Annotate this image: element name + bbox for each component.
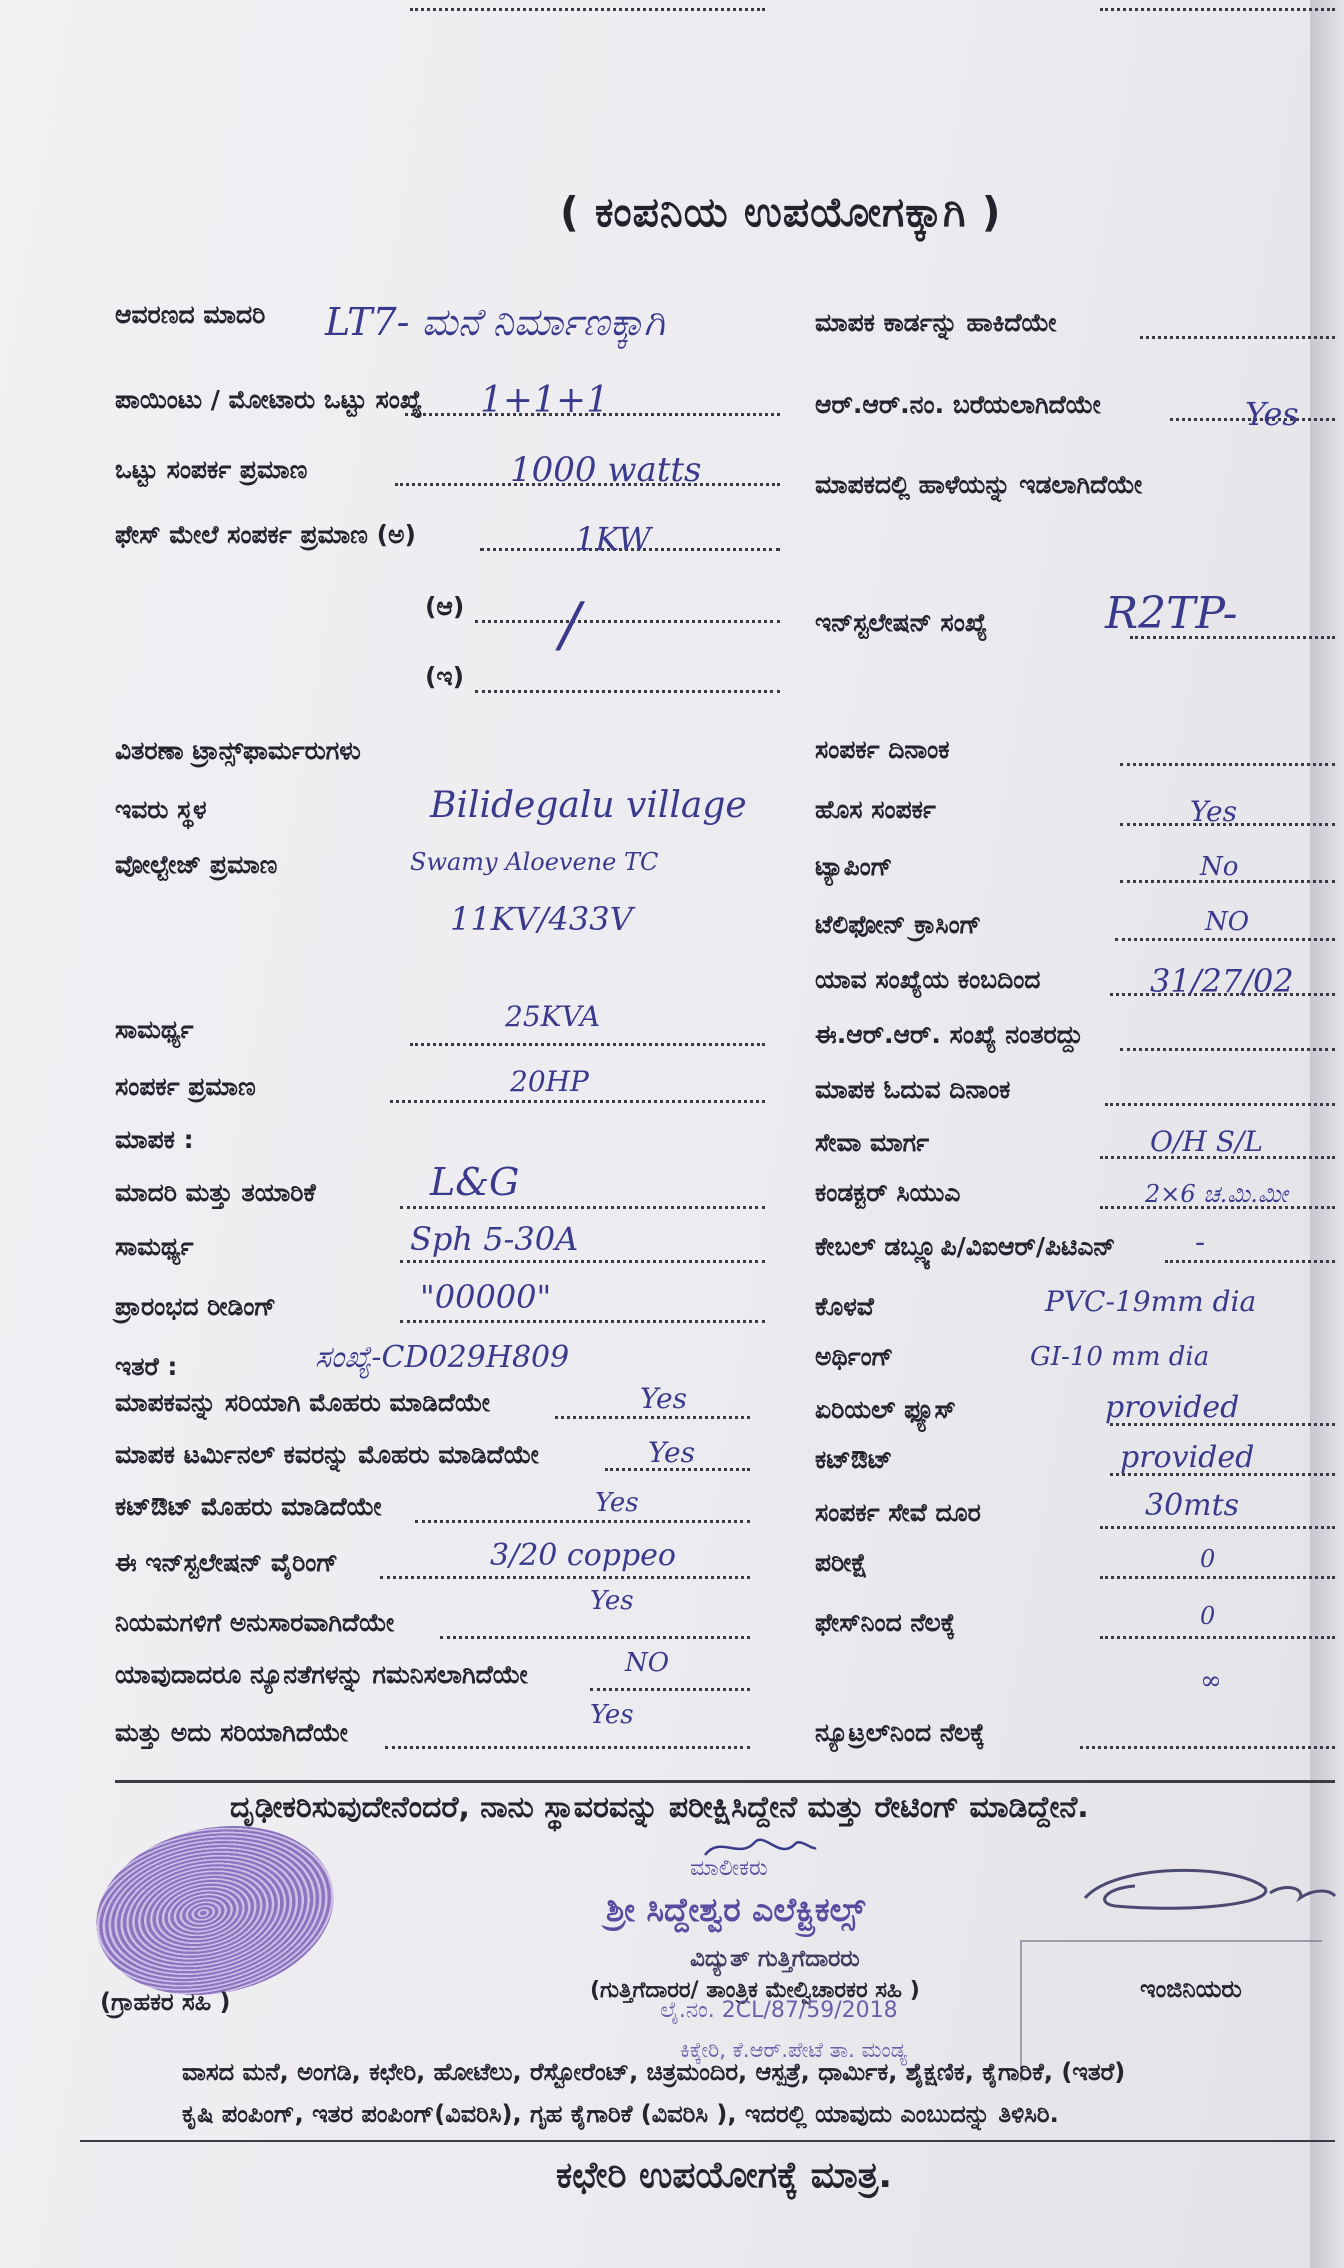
right-field-line: [1100, 1576, 1335, 1579]
right-field-label: ಇನ್‌ಸ್ಟಲೇಷನ್ ಸಂಖ್ಯೆ: [815, 608, 988, 637]
left-field-label: ಮಾಪಕ :: [115, 1125, 194, 1154]
right-field-label: ಮಾಪಕ ಕಾರ್ಡನ್ನು ಹಾಕಿದೆಯೇ: [815, 308, 1057, 337]
left-field-value: 1KW: [575, 520, 652, 558]
right-field-line: [1100, 8, 1335, 11]
right-field-label: ನ್ಯೂಟ್ರಲ್‌ನಿಂದ ನೆಲಕ್ಕೆ: [815, 1718, 985, 1747]
right-field-line: [1080, 1746, 1335, 1749]
right-field-value: O/H S/L: [1150, 1125, 1263, 1158]
office-use-label: ಕಛೇರಿ ಉಪಯೋಗಕ್ಕೆ ಮಾತ್ರ.: [556, 2155, 892, 2196]
right-field-line: [1165, 1260, 1335, 1263]
right-field-label: ಕಂಡಕ್ಟರ್ ಸಿಯುಎ: [815, 1178, 961, 1207]
left-field-line: [400, 1206, 765, 1209]
left-field-line: [390, 1100, 765, 1103]
left-field-value: Yes: [595, 1488, 639, 1518]
left-field-value: 25KVA: [505, 1000, 601, 1033]
left-field-label: ಯಾವುದಾದರೂ ನ್ಯೂನತೆಗಳನ್ನು ಗಮನಿಸಲಾಗಿದೆಯೇ: [115, 1660, 528, 1689]
left-field-label: ಮಾದರಿ ಮತ್ತು ತಯಾರಿಕೆ: [115, 1178, 316, 1207]
right-field-line: [1120, 763, 1335, 766]
right-field-label: ಸೇವಾ ಮಾರ್ಗ: [815, 1128, 930, 1157]
right-field-line: [1115, 938, 1335, 941]
footer-divider: [80, 2140, 1335, 2142]
right-field-value: 2×6 ಚ.ಮಿ.ಮೀ: [1145, 1180, 1288, 1208]
left-field-line: [475, 620, 780, 623]
right-field-line: [1140, 336, 1335, 339]
contractor-signature: [700, 1830, 820, 1870]
left-field-line: [380, 1576, 750, 1579]
right-field-value: ∞: [1200, 1666, 1222, 1696]
left-field-label: ಮಾಪಕ ಟರ್ಮಿನಲ್ ಕವರನ್ನು ಮೊಹರು ಮಾಡಿದೆಯೇ: [115, 1440, 539, 1469]
right-field-line: [1100, 1526, 1335, 1529]
left-field-label: ಕಟ್‌ಔಟ್ ಮೊಹರು ಮಾಡಿದೆಯೇ: [115, 1492, 382, 1521]
left-field-value: Yes: [590, 1700, 634, 1730]
right-field-label: ಕೇಬಲ್ ಡಬ್ಲ್ಯೂಪಿ/ವಿಐಆರ್/ಪಿಟಿಎನ್: [815, 1232, 1116, 1261]
right-field-value: Yes: [1190, 795, 1237, 828]
divider-line: [115, 1780, 1335, 1783]
engineer-label: ಇಂಜಿನಿಯರು: [1140, 1975, 1242, 2003]
left-field-value: Yes: [648, 1436, 695, 1469]
left-field-line: [590, 1688, 750, 1691]
left-field-line: [400, 1260, 765, 1263]
right-field-label: ಫೇಸ್‌ನಿಂದ ನೆಲಕ್ಕೆ: [815, 1608, 956, 1637]
left-field-label: ಸಾಮರ್ಥ್ಯ: [115, 1232, 194, 1261]
left-field-label: ಸಾಮರ್ಥ್ಯ: [115, 1015, 194, 1044]
left-field-value: Yes: [590, 1586, 634, 1616]
right-field-value: NO: [1205, 907, 1250, 937]
left-field-label: (ಆ): [425, 592, 465, 621]
right-field-line: [1100, 1636, 1335, 1639]
left-field-value: /: [560, 590, 581, 660]
stamp-license: ಲೈ.ನಂ. 2CL/87/59/2018: [660, 1998, 898, 2023]
right-field-value: PVC-19mm dia: [1045, 1285, 1257, 1318]
right-field-value: 31/27/02: [1150, 962, 1294, 1000]
left-field-value: 11KV/433V: [450, 900, 633, 938]
left-field-value: 3/20 coppeo: [490, 1538, 676, 1573]
left-field-label: ಪ್ರಾರಂಭದ ರೀಡಿಂಗ್: [115, 1292, 277, 1321]
contractor-sign-label: (ಗುತ್ತಿಗೆದಾರರ/ ತಾಂತ್ರಿಕ ಮೇಲ್ವಿಚಾರಕರ ಸಹಿ ): [590, 1978, 920, 2003]
right-field-label: ಅರ್ಥಿಂಗ್: [815, 1342, 894, 1371]
right-field-label: ಕೊಳವೆ: [815, 1292, 874, 1321]
right-field-line: [1120, 1048, 1335, 1051]
left-field-label: ವೋಲ್ಟೇಜ್ ಪ್ರಮಾಣ: [115, 850, 278, 879]
engineer-signature: [1075, 1858, 1344, 1928]
right-field-label: ಟ್ಯಾಪಿಂಗ್: [815, 852, 893, 881]
right-field-label: ಹೊಸ ಸಂಪರ್ಕ: [815, 795, 936, 824]
right-field-label: ಯಾವ ಸಂಖ್ಯೆಯ ಕಂಬದಿಂದ: [815, 965, 1041, 994]
left-field-label: ಸಂಪರ್ಕ ಪ್ರಮಾಣ: [115, 1072, 256, 1101]
left-field-value: ಸಂಖ್ಯೆ-CD029H809: [315, 1340, 570, 1375]
right-field-label: ಪರೀಕ್ಷೆ: [815, 1548, 868, 1577]
pumping-types-line: ಕೃಷಿ ಪಂಪಿಂಗ್, ಇತರ ಪಂಪಿಂಗ್(ವಿವರಿಸಿ), ಗೃಹ ಕೈಗಾರಿಕೆ (ವಿವರಿಸಿ ), ಇದರಲ್ಲಿ ಯಾವುದು ಎಂಬುದನ್ನು ತಿಳಿಸಿರಿ.: [182, 2100, 1059, 2128]
left-field-label: ಪಾಯಿಂಟು / ಮೋಟಾರು ಒಟ್ಟು ಸಂಖ್ಯೆ: [115, 385, 423, 414]
left-field-value: Yes: [640, 1382, 687, 1415]
left-field-value: 20HP: [510, 1065, 589, 1098]
left-field-label: ಫೇಸ್ ಮೇಲೆ ಸಂಪರ್ಕ ಪ್ರಮಾಣ (ಅ): [115, 520, 416, 549]
right-field-label: ಆರ್.ಆರ್.ನಂ. ಬರೆಯಲಾಗಿದೆಯೇ: [815, 390, 1101, 419]
left-field-label: ಮತ್ತು ಅದು ಸರಿಯಾಗಿದೆಯೇ: [115, 1718, 348, 1747]
form-heading: ( ಕಂಪನಿಯ ಉಪಯೋಗಕ್ಕಾಗಿ ): [560, 188, 1002, 236]
left-field-line: [415, 1520, 750, 1523]
stamp-owner: ಮಾಲೀಕರು: [690, 1856, 768, 1881]
right-field-value: 30mts: [1145, 1488, 1240, 1523]
left-field-value: "00000": [420, 1278, 552, 1316]
right-field-value: GI-10 mm dia: [1030, 1342, 1210, 1372]
left-field-line: [385, 1746, 750, 1749]
right-field-label: ಕಟ್‌ಔಟ್: [815, 1445, 893, 1474]
left-field-value: NO: [625, 1648, 670, 1678]
left-field-value: 1000 watts: [510, 450, 702, 490]
left-field-label: (ಇ): [425, 662, 465, 691]
certify-text: ದೃಢೀಕರಿಸುವುದೇನೆಂದರೆ, ನಾನು ಸ್ಥಾವರವನ್ನು ಪರೀಕ್ಷಿಸಿದ್ದೇನೆ ಮತ್ತು ರೇಟಿಂಗ್ ಮಾಡಿದ್ದೇನೆ.: [230, 1790, 1089, 1825]
right-field-value: No: [1200, 852, 1239, 882]
left-field-label: ಈ ಇನ್‌ಸ್ಟಲೇಷನ್ ವೈರಿಂಗ್: [115, 1548, 338, 1577]
right-field-value: R2TP-: [1105, 588, 1238, 639]
right-field-label: ಏರಿಯಲ್ ಫ್ಯೂಸ್: [815, 1395, 956, 1424]
stamp-place: ಕಿಕ್ಕೇರಿ, ಕೆ.ಆರ್.ಪೇಟೆ ತಾ. ಮಂಡ್ಯ: [680, 2038, 908, 2062]
left-field-label: ಮಾಪಕವನ್ನು ಸರಿಯಾಗಿ ಮೊಹರು ಮಾಡಿದೆಯೇ: [115, 1388, 490, 1417]
left-field-label: ವಿತರಣಾ ಟ್ರಾನ್ಸ್‌ಫಾರ್ಮರುಗಳು: [115, 736, 361, 765]
left-field-value: Sph 5-30A: [410, 1220, 579, 1258]
left-field-value: 1+1+1: [480, 380, 610, 421]
left-field-label: ಆವರಣದ ಮಾದರಿ: [115, 300, 266, 329]
left-field-value: LT7- ಮನೆ ನಿರ್ಮಾಣಕ್ಕಾಗಿ: [325, 300, 665, 344]
customer-sign-label: (ಗ್ರಾಹಕರ ಸಹಿ ): [100, 1988, 231, 2016]
left-field-value: Bilidegalu village: [430, 785, 747, 826]
left-field-label: ನಿಯಮಗಳಿಗೆ ಅನುಸಾರವಾಗಿದೆಯೇ: [115, 1608, 395, 1637]
stamp-role: ವಿದ್ಯುತ್ ಗುತ್ತಿಗೆದಾರರು: [690, 1946, 860, 1972]
left-field-label: ಇತರೆ :: [115, 1352, 178, 1381]
stamp-name: ಶ್ರೀ ಸಿದ್ದೇಶ್ವರ ಎಲೆಕ್ಟ್ರಿಕಲ್ಸ್: [606, 1890, 865, 1929]
right-field-value: provided: [1120, 1440, 1255, 1475]
left-field-line: [475, 690, 780, 693]
right-field-value: 0: [1200, 1545, 1216, 1573]
right-field-label: ಮಾಪಕ ಓದುವ ದಿನಾಂಕ: [815, 1075, 1011, 1104]
left-field-value: L&G: [430, 1160, 520, 1204]
left-field-line: [440, 1636, 750, 1639]
right-field-label: ಟೆಲಿಫೋನ್ ಕ್ರಾಸಿಂಗ್: [815, 910, 982, 939]
right-field-value: provided: [1105, 1390, 1240, 1425]
left-field-line: [555, 1416, 750, 1419]
right-field-label: ಮಾಪಕದಲ್ಲಿ ಹಾಳೆಯನ್ನು ಇಡಲಾಗಿದೆಯೇ: [815, 470, 1143, 499]
right-field-value: -: [1195, 1225, 1206, 1260]
right-field-line: [1105, 1103, 1335, 1106]
right-field-label: ಸಂಪರ್ಕ ದಿನಾಂಕ: [815, 735, 950, 764]
left-field-line: [410, 8, 765, 11]
left-field-label: ಒಟ್ಟು ಸಂಪರ್ಕ ಪ್ರಮಾಣ: [115, 455, 308, 484]
left-field-label: ಇವರು ಸ್ಥಳ: [115, 795, 207, 824]
left-field-line: [410, 1043, 765, 1046]
left-field-line: [400, 1320, 765, 1323]
right-field-label: ಸಂಪರ್ಕ ಸೇವೆ ದೂರ: [815, 1498, 981, 1527]
premise-types-line: ವಾಸದ ಮನೆ, ಅಂಗಡಿ, ಕಛೇರಿ, ಹೋಟೆಲು, ರೆಸ್ಟೋರೆಂಟ್, ಚಿತ್ರಮಂದಿರ, ಆಸ್ಪತ್ರೆ, ಧಾರ್ಮಿಕ, ಶೈಕ್ಷಣಿಕ, ಕೈಗಾರಿಕೆ, (ಇತರೆ): [182, 2058, 1126, 2086]
right-field-value: 0: [1200, 1602, 1216, 1630]
right-field-label: ಈ.ಆರ್.ಆರ್. ಸಂಖ್ಯೆ ನಂತರದ್ದು: [815, 1020, 1084, 1049]
left-field-value: Swamy Aloevene TC: [410, 848, 659, 876]
right-field-value: Yes: [1245, 395, 1299, 433]
